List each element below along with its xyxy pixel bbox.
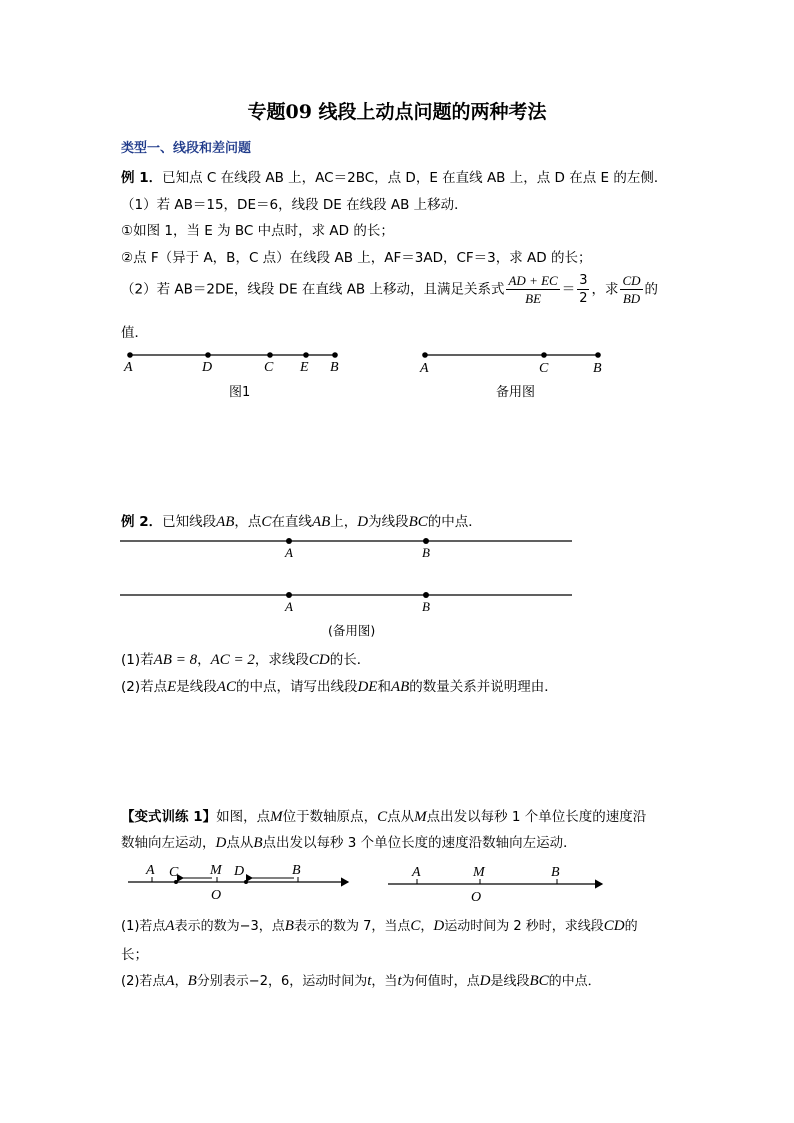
text: 为何值时，点: [401, 974, 480, 989]
equals-sign: ＝: [561, 281, 576, 298]
var: AC = 2: [210, 652, 255, 668]
frac1-numerator: AD + EC: [508, 273, 558, 288]
text: 在直线: [271, 514, 312, 530]
var: D: [215, 835, 227, 851]
label-b: B: [593, 361, 602, 376]
ex3-q1-tail: 长；: [121, 947, 148, 963]
text: 点出发以每秒 3 个单位长度的速度沿数轴向左运动．: [262, 835, 577, 851]
frac2-denominator: 2: [579, 291, 588, 306]
ex2-backup-caption: (备用图): [328, 623, 376, 638]
text: ，: [420, 919, 434, 934]
ex1-q1b: ②点 F（异于 A，B，C 点）在线段 AB 上，AF＝3AD，CF＝3，求 AD 的长；: [121, 250, 592, 266]
var: BC: [408, 514, 428, 530]
var: B: [187, 973, 197, 989]
frac3-numerator: CD: [622, 273, 641, 288]
label-a: A: [412, 865, 421, 880]
frac1-denominator: BE: [525, 291, 542, 306]
ex1-q1a: ①如图 1，当 E 为 BC 中点时，求 AD 的长；: [121, 223, 394, 239]
ex3-line1: [121, 805, 646, 826]
var: C: [410, 918, 421, 934]
var: M: [414, 809, 427, 825]
text: 的: [624, 919, 638, 934]
text: ，点: [234, 514, 262, 530]
text: 点从: [226, 835, 254, 851]
text: (2)若点: [121, 679, 168, 695]
label-d: D: [202, 360, 213, 375]
label-m: M: [473, 865, 485, 880]
ex3-number-line-right: [384, 858, 610, 906]
ex2-q2: [121, 675, 558, 696]
var: D: [479, 973, 491, 989]
label-a: A: [285, 599, 293, 614]
text: 的数量关系并说明理由．: [409, 679, 558, 695]
text: 和: [377, 679, 391, 695]
label-c: C: [539, 361, 549, 376]
var: AB = 8: [153, 652, 198, 668]
label-m: M: [210, 863, 222, 878]
var: AB: [311, 514, 331, 530]
text: 为线段: [368, 514, 409, 530]
var: A: [165, 918, 175, 934]
label-a: A: [420, 361, 429, 376]
label-a: A: [124, 360, 133, 375]
text: (1)若点: [121, 919, 166, 934]
var: AB: [216, 514, 235, 530]
frac3-denominator: BD: [622, 291, 641, 306]
ex1-statement: [121, 166, 667, 186]
var: C: [377, 809, 388, 825]
var: t: [397, 973, 402, 989]
ex2-q1: [121, 648, 370, 669]
label-o: O: [211, 888, 222, 903]
text: 如图，点: [216, 809, 271, 825]
var: E: [167, 679, 177, 695]
ex1-q2-tail: 值．: [121, 325, 148, 341]
text: ，点: [258, 919, 285, 934]
text: 是线段: [490, 974, 530, 989]
ex3-q1: [121, 915, 638, 935]
var: DE: [357, 679, 378, 695]
text: (1)若: [121, 652, 154, 668]
var: AB: [390, 679, 410, 695]
text: ，6，运动时间为: [267, 974, 368, 989]
ex2-statement: [121, 510, 482, 531]
text: ，: [197, 652, 211, 668]
frac2-numerator: 3: [579, 273, 588, 288]
var: M: [270, 809, 283, 825]
text: (2)若点: [121, 974, 166, 989]
text: 的中点，请写出线段: [235, 679, 358, 695]
figure-1-caption: 图1: [229, 385, 251, 400]
ex3-label: 【变式训练 1】: [121, 809, 217, 825]
ex1-q2-pre: （2）若 AB＝2DE，线段 DE 在直线 AB 上移动，且满足关系式: [121, 281, 505, 298]
var: B: [284, 918, 294, 934]
text: 的中点．: [427, 514, 482, 530]
text: 表示的数为 7，当点: [293, 919, 411, 934]
text: ，当: [371, 974, 398, 989]
ex1-label: 例 1．: [121, 170, 163, 186]
text: ，求线段: [254, 652, 309, 668]
label-b: B: [330, 360, 339, 375]
label-e: E: [300, 360, 309, 375]
text: 是线段: [176, 679, 217, 695]
label-b: B: [551, 865, 560, 880]
text: 的长．: [329, 652, 371, 668]
var: t: [367, 973, 372, 989]
ex1-q2-post: 的: [644, 281, 659, 298]
var: AC: [216, 679, 236, 695]
text: 点出发以每秒 1 个单位长度的速度沿: [426, 809, 647, 825]
var: C: [261, 514, 272, 530]
text: 上，: [330, 514, 358, 530]
ex1-q2-mid: ，求: [591, 281, 619, 298]
section-heading: 类型一、线段和差问题: [121, 141, 252, 156]
ex2-line-1: [119, 532, 575, 562]
var: CD: [308, 652, 330, 668]
var: BC: [529, 973, 549, 989]
value: −3: [239, 919, 259, 934]
ex3-number-line-left: [120, 858, 360, 906]
text: 表示的数为: [174, 919, 240, 934]
label-o: O: [471, 890, 482, 905]
label-a: A: [285, 545, 293, 560]
label-c: C: [169, 865, 179, 880]
page-title: 专题09 线段上动点问题的两种考法: [247, 101, 547, 123]
fraction-cd-over-bd: [620, 272, 642, 307]
ex1-q2: [121, 272, 658, 307]
label-b: B: [422, 599, 430, 614]
fraction-ad-ec-over-be: [506, 272, 559, 307]
label-d: D: [234, 864, 245, 879]
text: 的中点．: [548, 974, 601, 989]
text: 点从: [387, 809, 415, 825]
ex2-label: 例 2．: [121, 514, 163, 530]
ex3-q2: [121, 970, 601, 990]
var: B: [253, 835, 263, 851]
var: CD: [603, 918, 625, 934]
ex3-line2: [121, 831, 577, 852]
value: −2: [248, 974, 268, 989]
text: 运动时间为 2 秒时，求线段: [444, 919, 604, 934]
text: 数轴向左运动，: [121, 835, 216, 851]
var: D: [357, 514, 369, 530]
label-a: A: [146, 863, 155, 878]
text: ，: [174, 974, 188, 989]
ex1-text: 已知点 C 在线段 AB 上，AC＝2BC，点 D，E 在直线 AB 上，点 D 在点 E 的左侧．: [162, 170, 668, 186]
fraction-3-over-2: [577, 272, 589, 307]
text: 已知线段: [162, 514, 217, 530]
ex1-q1: （1）若 AB＝15，DE＝6，线段 DE 在线段 AB 上移动．: [121, 197, 468, 213]
label-c: C: [264, 360, 274, 375]
label-b: B: [292, 863, 301, 878]
text: 分别表示: [196, 974, 249, 989]
figure-backup-caption: 备用图: [496, 385, 536, 400]
var: D: [433, 918, 445, 934]
ex2-line-2: [119, 586, 575, 616]
text: 位于数轴原点，: [282, 809, 378, 825]
label-b: B: [422, 545, 430, 560]
var: A: [165, 973, 175, 989]
